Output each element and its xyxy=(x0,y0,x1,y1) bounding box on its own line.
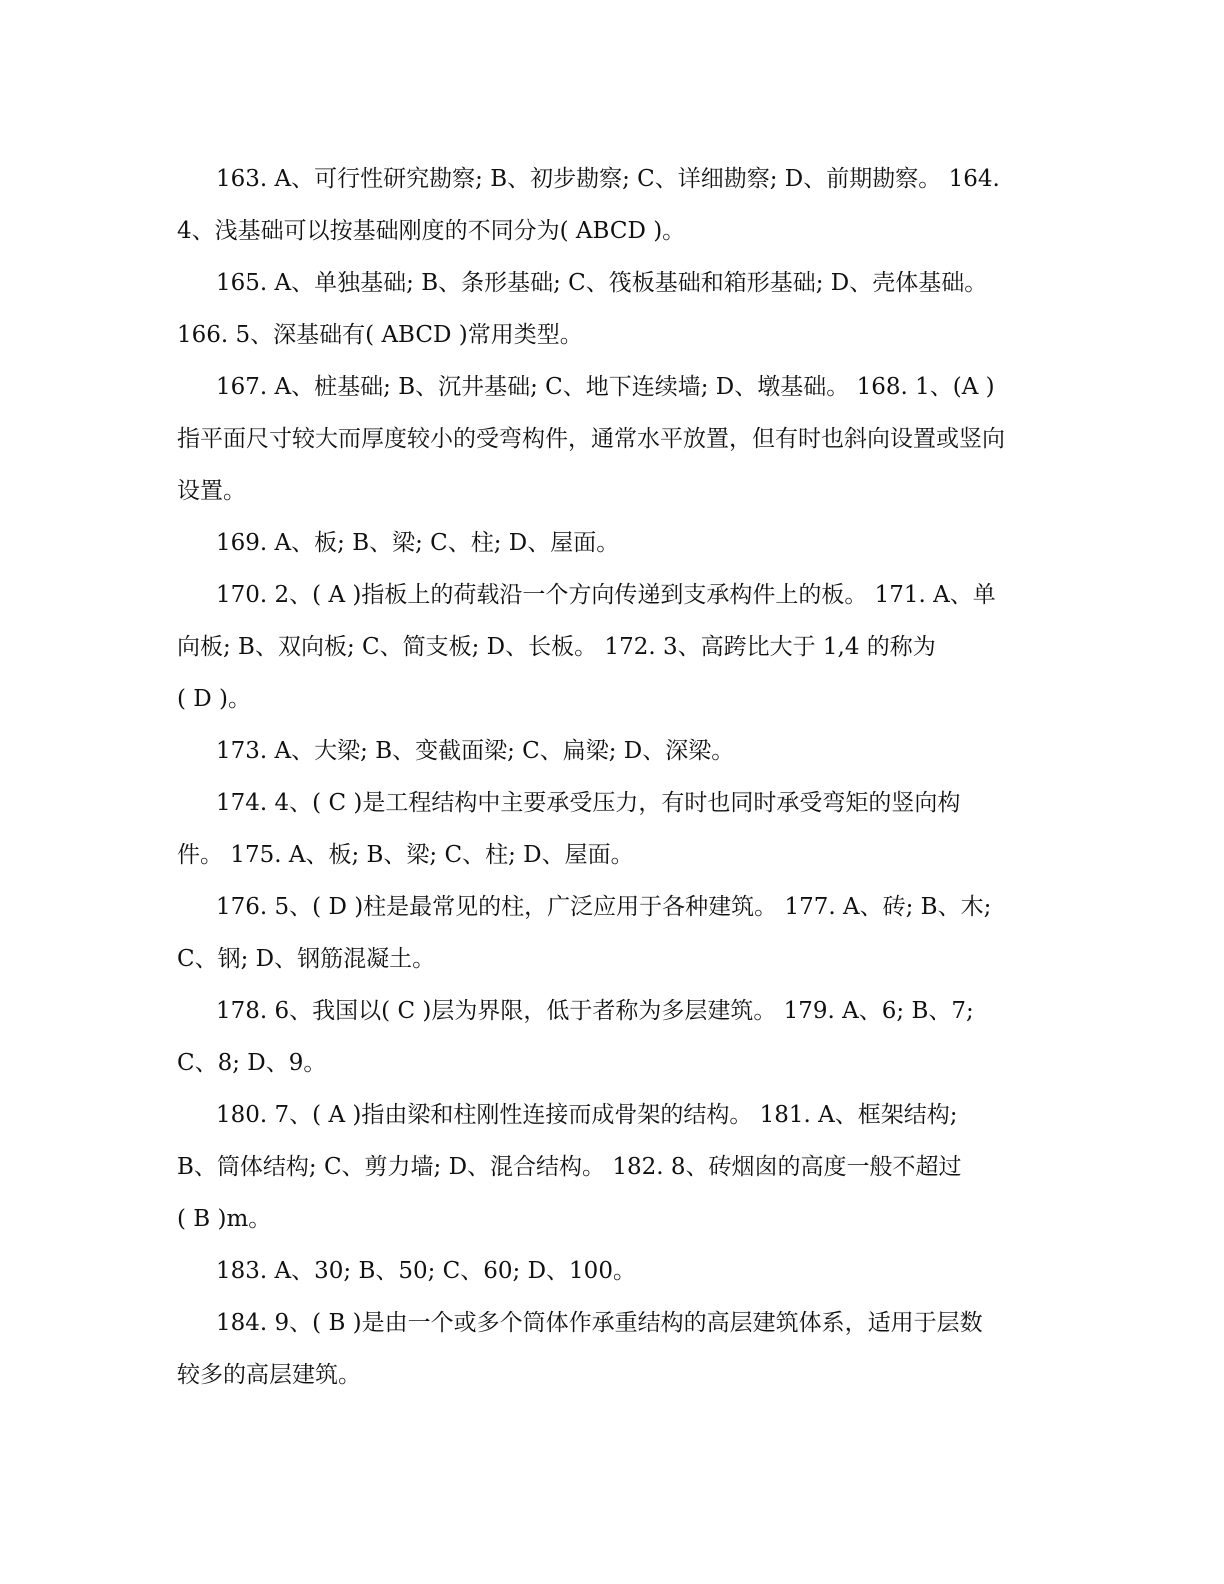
text-line: 4、浅基础可以按基础刚度的不同分为( ABCD )。 xyxy=(177,218,686,244)
text-line: 165. A、单独基础; B、条形基础; C、筏板基础和箱形基础; D、壳体基础。 xyxy=(216,270,988,296)
text-line: ( D )。 xyxy=(177,686,252,712)
paragraph-183 xyxy=(177,1245,1037,1297)
text-line: 较多的高层建筑。 xyxy=(177,1362,361,1388)
paragraph-176 xyxy=(177,881,1037,985)
text-line: 173. A、大梁; B、变截面梁; C、扁梁; D、深梁。 xyxy=(216,738,735,764)
text-line: ( B )m。 xyxy=(177,1206,272,1232)
text-line: C、钢; D、钢筋混凝土。 xyxy=(177,946,436,972)
paragraph-170 xyxy=(177,569,1037,725)
text-line: 174. 4、( C )是工程结构中主要承受压力，有时也同时承受弯矩的竖向构 xyxy=(216,790,961,816)
paragraph-163 xyxy=(177,153,1037,257)
text-line: B、筒体结构; C、剪力墙; D、混合结构。 182. 8、砖烟囱的高度一般不超过 xyxy=(177,1154,962,1180)
body-text xyxy=(177,153,1037,1401)
text-line: 170. 2、( A )指板上的荷载沿一个方向传递到支承构件上的板。 171. A、单 xyxy=(216,582,996,608)
paragraph-174 xyxy=(177,777,1037,881)
text-line: 166. 5、深基础有( ABCD )常用类型。 xyxy=(177,322,583,348)
paragraph-173 xyxy=(177,725,1037,777)
text-line: 180. 7、( A )指由梁和柱刚性连接而成骨架的结构。 181. A、框架结构; xyxy=(216,1102,958,1128)
paragraph-180 xyxy=(177,1089,1037,1245)
text-line: 169. A、板; B、梁; C、柱; D、屋面。 xyxy=(216,530,620,556)
paragraph-169 xyxy=(177,517,1037,569)
paragraph-178 xyxy=(177,985,1037,1089)
text-line: 184. 9、( B )是由一个或多个筒体作承重结构的高层建筑体系，适用于层数 xyxy=(216,1310,983,1336)
text-line: 设置。 xyxy=(177,478,246,504)
text-line: 指平面尺寸较大而厚度较小的受弯构件，通常水平放置，但有时也斜向设置或竖向 xyxy=(177,426,1005,452)
paragraph-167 xyxy=(177,361,1037,517)
text-line: 163. A、可行性研究勘察; B、初步勘察; C、详细勘察; D、前期勘察。 164. xyxy=(216,166,1000,192)
text-line: 178. 6、我国以( C )层为界限，低于者称为多层建筑。 179. A、6; B、7; xyxy=(216,998,974,1024)
text-line: 176. 5、( D )柱是最常见的柱，广泛应用于各种建筑。 177. A、砖; B、木; xyxy=(216,894,992,920)
paragraph-184 xyxy=(177,1297,1037,1401)
text-line: 167. A、桩基础; B、沉井基础; C、地下连续墙; D、墩基础。 168. 1、(A ) xyxy=(216,374,995,400)
text-line: 183. A、30; B、50; C、60; D、100。 xyxy=(216,1258,636,1284)
paragraph-165 xyxy=(177,257,1037,361)
text-line: 件。 175. A、板; B、梁; C、柱; D、屋面。 xyxy=(177,842,634,868)
text-line: C、8; D、9。 xyxy=(177,1050,327,1076)
text-line: 向板; B、双向板; C、简支板; D、长板。 172. 3、高跨比大于 1,4 的称为 xyxy=(177,634,936,660)
